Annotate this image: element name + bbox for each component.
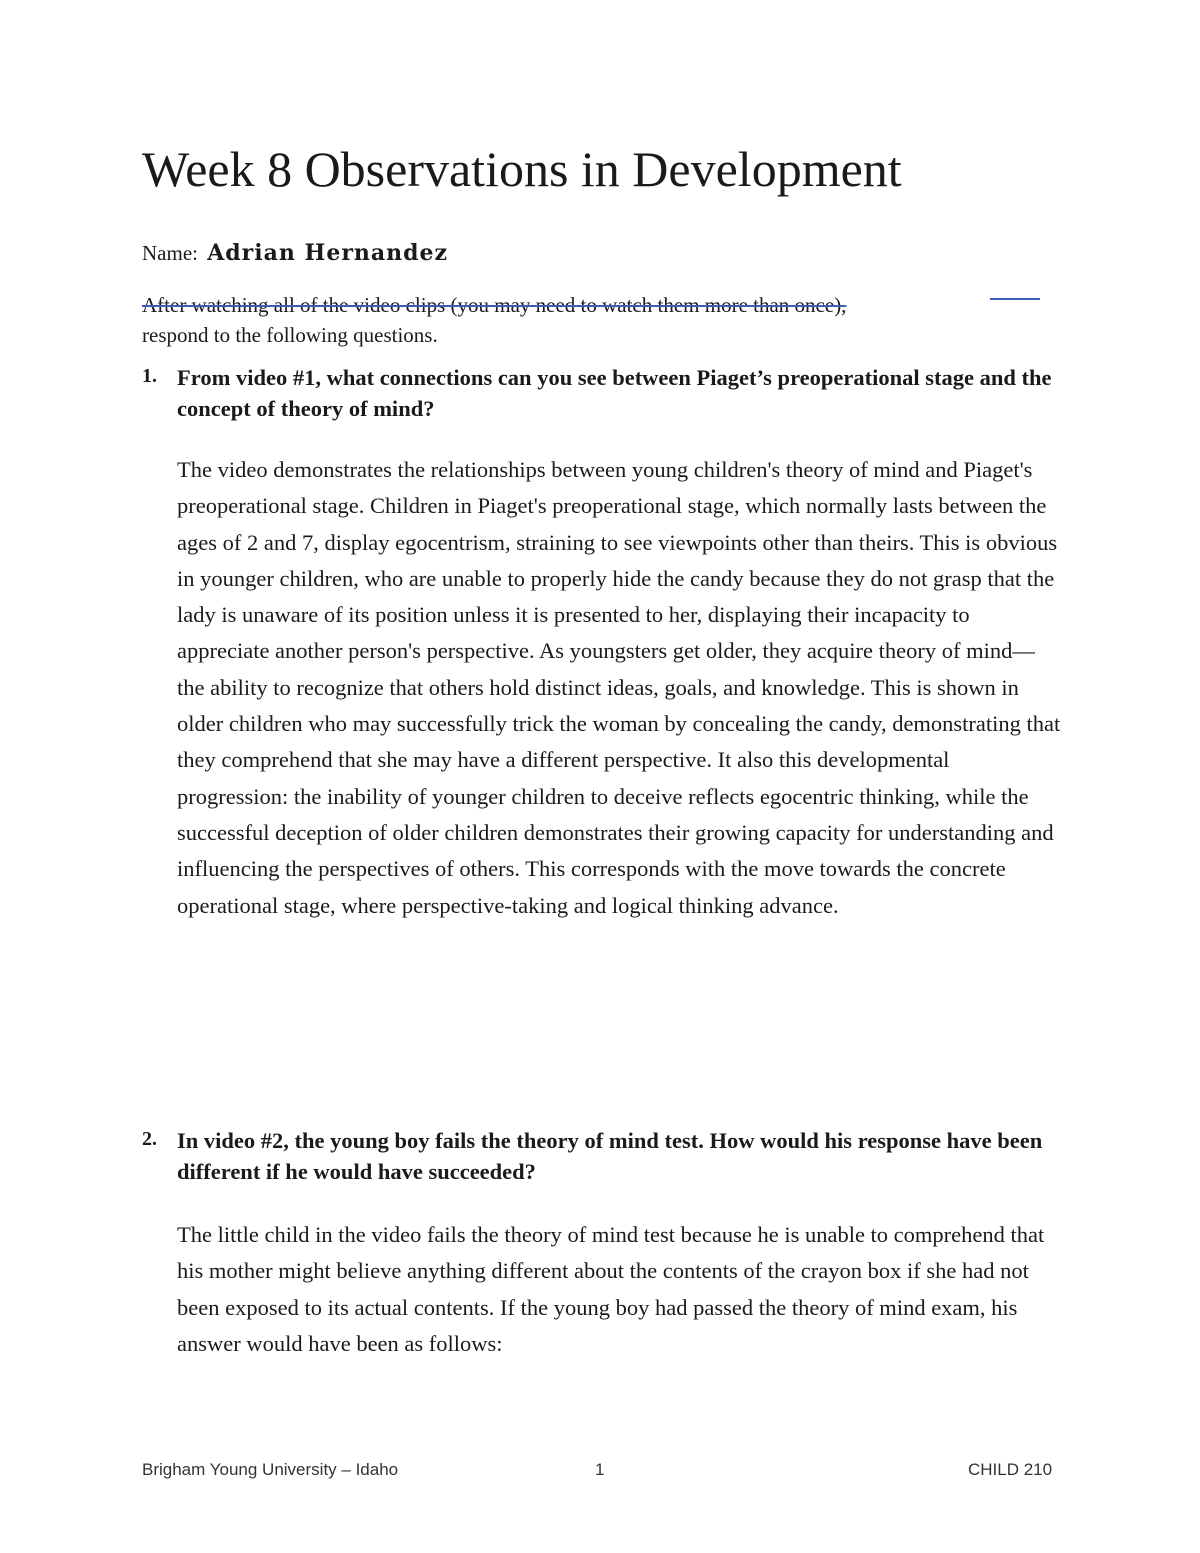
instructions [142, 290, 1042, 350]
question-prompt: In video #2, the young boy fails the theory of mind test. How would his response have been different if he would have succeeded? [177, 1128, 1043, 1184]
question-answer: The video demonstrates the relationships between young children's theory of mind and Piaget's preoperational stage. Children in Piaget's preoperational stage, which normally lasts between the ages of 2 and 7, display egocentrism, straining to see viewpoints other than theirs. This is obvious in younger children, who are unable to properly hide the candy because they do not grasp that the lady is unaware of its position unless it is presented to her, displaying their incapacity to appreciate another person's perspective. As youngsters get older, they acquire theory of mind—the ability to recognize that others hold distinct ideas, goals, and knowledge. This is shown in older children who may successfully trick the woman by concealing the candy, demonstrating that they comprehend that she may have a different perspective. It also this developmental progression: the inability of younger children to deceive reflects egocentric thinking, while the successful deception of older children demonstrates their growing capacity for understanding and influencing the perspectives of others. This corresponds with the move towards the concrete operational stage, where perspective-taking and logical thinking advance. [177, 457, 1061, 918]
footer-institution: Brigham Young University – Idaho [142, 1460, 399, 1479]
student-name: Adrian Hernandez [207, 240, 449, 266]
question-number: 2. [142, 1128, 157, 1150]
instructions-text: respond to the following questions. [142, 323, 438, 347]
footer-page-number: 1 [595, 1460, 605, 1479]
revision-mark [990, 298, 1040, 300]
document-title: Week 8 Observations in Development [142, 141, 902, 197]
question-prompt: From video #1, what connections can you see between Piaget’s preoperational stage and the concept of theory of mind? [177, 365, 1052, 421]
name-label: Name: [142, 241, 198, 265]
footer-course: CHILD 210 [968, 1460, 1053, 1479]
name-line [142, 240, 448, 266]
question-number: 1. [142, 365, 157, 387]
question-answer: The little child in the video fails the theory of mind test because he is unable to comprehend that his mother might believe anything different about the contents of the crayon box if she had not been exposed to its actual contents. If the young boy had passed the theory of mind exam, his answer would have been as follows: [177, 1222, 1045, 1356]
instructions-struck-text: After watching all of the video clips (you may need to watch them more than once), [142, 293, 847, 317]
